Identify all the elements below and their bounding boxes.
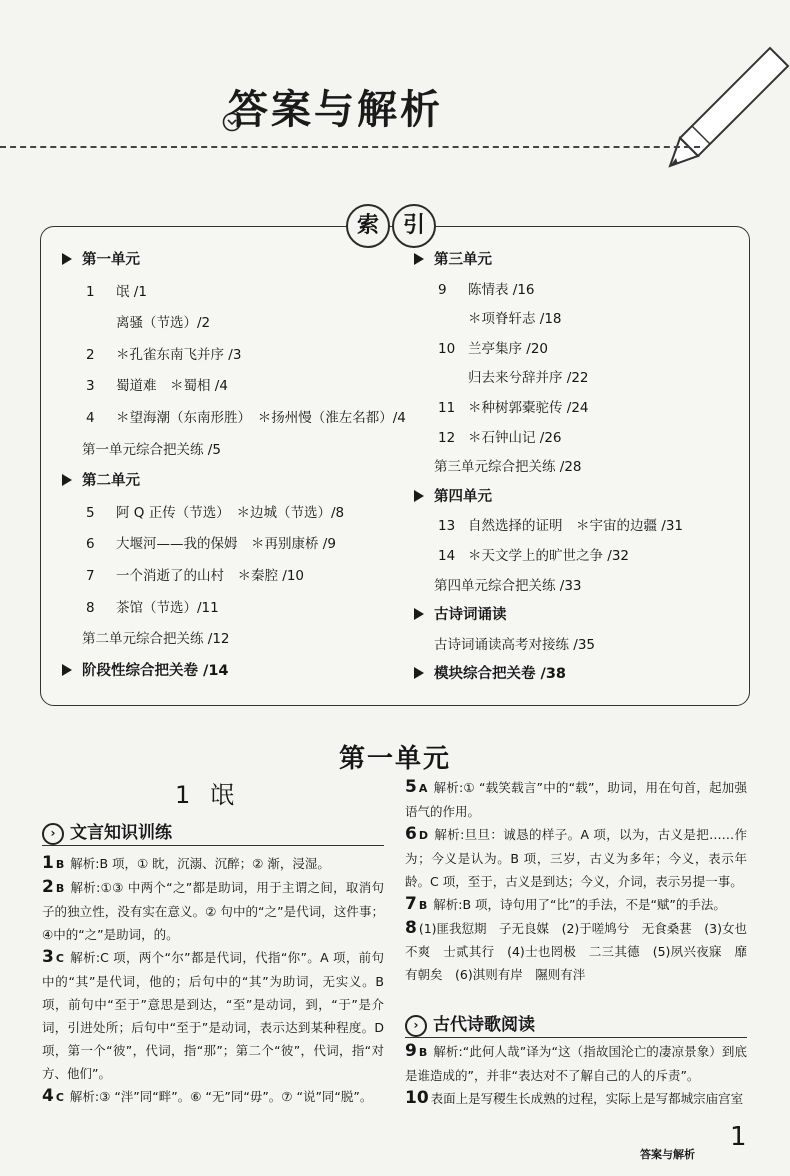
index-entry-title: 归去来兮辞并序 /22	[468, 370, 589, 387]
index-entry-title: ＊望海潮（东南形胜） ＊扬州慢（淮左名都）/4	[116, 410, 406, 426]
triangle-icon	[414, 253, 424, 265]
index-entry	[434, 635, 595, 655]
index-entry	[86, 534, 336, 554]
index-entry	[438, 428, 562, 448]
answer-item	[42, 852, 384, 876]
index-entry-title: 第三单元综合把关练 /28	[434, 459, 582, 476]
triangle-icon	[414, 608, 424, 620]
index-unit-heading: 第四单元	[414, 487, 492, 507]
index-entry	[438, 280, 535, 300]
index-entry	[86, 376, 228, 396]
question-number: 8	[405, 918, 417, 938]
answer-key: A	[418, 782, 428, 795]
index-entry-number: 5	[86, 504, 95, 521]
index-entry	[86, 282, 147, 302]
index-entry	[86, 345, 241, 365]
index-entry-number: 1	[86, 283, 95, 300]
index-entry-title: 自然选择的证明 ＊宇宙的边疆 /31	[468, 518, 684, 535]
answer-text: 解析:C 项，两个“尔”都是代词，代指“你”。A 项，前句中的“其”是代词，他的；后句中的“其”为助词，无实义。B 项，前句中“至于”意思是到达，“至”是动词，到，“于”是介词，引进处所；后句中“至于”是动词，表示达到某种程度。D 项，第一个“彼”，代词，指“那”；第二个“彼”，代词，指“对方、他们”。	[42, 950, 384, 1081]
index-entry	[86, 313, 210, 333]
index-entry-number: 2	[86, 346, 95, 363]
chevron-circle-icon: ›	[42, 823, 64, 845]
index-entry	[438, 516, 683, 536]
index-entry-number: 11	[438, 400, 456, 416]
section-underline	[405, 1037, 747, 1038]
chapter-title: 第一单元	[338, 744, 451, 774]
lesson-number: 1	[175, 781, 191, 809]
question-number: 2	[42, 877, 54, 897]
index-entry	[438, 398, 589, 418]
question-number: 7	[405, 894, 417, 914]
question-number: 6	[405, 824, 417, 844]
answer-key: D	[418, 829, 428, 842]
index-entry	[438, 368, 589, 388]
page-number: 1	[730, 1122, 747, 1152]
index-entry	[438, 309, 562, 329]
answer-key: C	[55, 1091, 64, 1104]
index-entry-number: 12	[438, 429, 456, 446]
index-entry-title: 第一单元综合把关练 /5	[82, 441, 221, 458]
index-entry	[434, 457, 582, 477]
answers-right	[405, 776, 747, 986]
index-entry-title: 离骚（节选）/2	[116, 315, 211, 332]
index-entry	[86, 408, 406, 428]
index-entry-number: 8	[86, 599, 95, 616]
answer-item	[405, 917, 747, 986]
answers-left	[42, 852, 384, 1109]
question-number: 9	[405, 1041, 417, 1061]
question-number: 5	[405, 777, 417, 797]
answer-text: 表面上是写稷生长成熟的过程，实际上是写都城宗庙宫室	[430, 1091, 744, 1106]
index-entry	[438, 546, 629, 566]
triangle-icon	[414, 490, 424, 502]
index-entry-number: 6	[86, 536, 95, 553]
answer-text: (1)匪我愆期 子无良媒 (2)于嗟鸠兮 无食桑葚 (3)女也不爽 士贰其行 (4)士也罔极 二三其德 (5)夙兴夜寐 靡有朝矣 (6)淇则有岸 隰则有泮	[405, 921, 747, 982]
answer-text: 解析:旦旦：诚恳的样子。A 项，以为，古义是把……作为；今义是认为。B 项，三岁，古义为多年；今义，表示年龄。C 项，至于，古义是到达；今义，介词，表示另提一事。	[405, 827, 747, 889]
index-unit-heading: 第三单元	[414, 250, 492, 270]
index-entry-title: 第二单元综合把关练 /12	[82, 631, 230, 648]
index-entry	[82, 629, 230, 649]
index-entry-title: 古诗词诵读高考对接练 /35	[434, 636, 596, 653]
index-unit-heading: 阶段性综合把关卷 /14	[62, 661, 229, 681]
answer-text: 解析:① “载笑载言”中的“载”，助词，用在句首，起加强语气的作用。	[405, 780, 747, 819]
triangle-icon	[62, 253, 72, 265]
answer-text: 解析:①③ 中两个“之”都是助词，用于主谓之间，取消句子的独立性，没有实在意义。② 句中的“之”是代词，这件事；④中的“之”是助词，的。	[42, 880, 384, 942]
index-entry-title: ＊项脊轩志 /18	[468, 311, 562, 328]
index-badge-char: 索	[346, 204, 390, 248]
answer-item	[405, 893, 747, 917]
index-entry-number: 10	[438, 340, 456, 357]
answer-text: 解析:③ “泮”同“畔”。⑥ “无”同“毋”。⑦ “说”同“脱”。	[69, 1089, 373, 1104]
chevron-circle-icon: ›	[405, 1015, 427, 1037]
answer-key: B	[55, 858, 65, 871]
question-number: 4	[42, 1086, 54, 1106]
index-entry-number: 9	[438, 281, 447, 298]
index-entry	[86, 503, 344, 523]
answer-text: 解析:B 项，① 眈，沉溺、沉醉；② 渐，浸湿。	[70, 856, 330, 871]
question-number: 1	[42, 853, 54, 873]
index-entry	[86, 598, 219, 618]
index-entry-title: 大堰河——我的保姆 ＊再别康桥 /9	[116, 536, 336, 553]
index-entry-title: 阿 Q 正传（节选） ＊边城（节选）/8	[116, 504, 345, 521]
index-entry-title: ＊种树郭橐驼传 /24	[468, 400, 589, 416]
answer-text: 解析:B 项，诗句用了“比”的手法，不是“赋”的手法。	[433, 897, 726, 912]
section-heading: › 文言知识训练	[42, 818, 172, 845]
section-heading: › 古代诗歌阅读	[405, 1010, 535, 1037]
index-badge	[340, 202, 448, 244]
index-entry-title: 茶馆（节选）/11	[116, 599, 219, 616]
index-entry-title: 兰亭集序 /20	[468, 340, 549, 357]
answer-item	[405, 776, 747, 823]
index-entry-title: 陈情表 /16	[468, 281, 535, 298]
index-entry-title: 第四单元综合把关练 /33	[434, 577, 582, 594]
index-entry-title: ＊天文学上的旷世之争 /32	[468, 548, 630, 564]
dotted-divider	[0, 146, 700, 148]
index-entry-number: 13	[438, 518, 456, 535]
index-badge-char: 引	[392, 204, 436, 248]
answer-key: B	[418, 899, 428, 912]
index-entry-number: 3	[86, 378, 95, 395]
index-entry	[434, 576, 582, 596]
answer-item	[42, 1085, 384, 1109]
question-number: 3	[42, 947, 54, 967]
index-unit-heading: 模块综合把关卷 /38	[414, 664, 566, 684]
answer-text: 解析:“此何人哉”译为“这（指故国沦亡的凄凉景象）到底是谁造成的”，并非“表达对不了解自己的人的斥责”。	[405, 1044, 747, 1083]
answer-key: B	[418, 1046, 428, 1059]
answers-right-poetry	[405, 1040, 747, 1110]
index-entry	[438, 339, 548, 359]
answer-item	[42, 946, 384, 1085]
answer-item	[405, 1040, 747, 1087]
triangle-icon	[62, 474, 72, 486]
index-entry-number: 14	[438, 548, 456, 564]
index-entry	[82, 440, 221, 460]
answer-key: C	[55, 952, 64, 965]
section-underline	[42, 845, 384, 846]
index-entry	[86, 566, 304, 586]
index-entry-title: ＊孔雀东南飞并序 /3	[116, 346, 242, 363]
lesson-title: 氓	[210, 781, 235, 809]
lesson-heading	[175, 775, 234, 810]
index-unit-heading: 古诗词诵读	[414, 605, 507, 625]
index-entry-number: 7	[86, 568, 95, 584]
footer-label: 答案与解析	[640, 1148, 695, 1161]
index-entry-title: 一个消逝了的山村 ＊秦腔 /10	[116, 568, 305, 584]
answer-item	[42, 876, 384, 946]
triangle-icon	[414, 667, 424, 679]
index-entry-title: 氓 /1	[116, 283, 147, 300]
index-entry-number: 4	[86, 410, 95, 426]
index-entry-title: ＊石钟山记 /26	[468, 429, 562, 446]
answer-item	[405, 1087, 747, 1110]
index-entry-title: 蜀道难 ＊蜀相 /4	[116, 378, 228, 395]
answer-key: B	[55, 882, 65, 895]
page-title: 答案与解析	[228, 87, 443, 133]
triangle-icon	[62, 664, 72, 676]
question-number: 10	[405, 1088, 429, 1108]
index-unit-heading: 第二单元	[62, 471, 140, 491]
answer-item	[405, 823, 747, 893]
index-unit-heading: 第一单元	[62, 250, 140, 270]
